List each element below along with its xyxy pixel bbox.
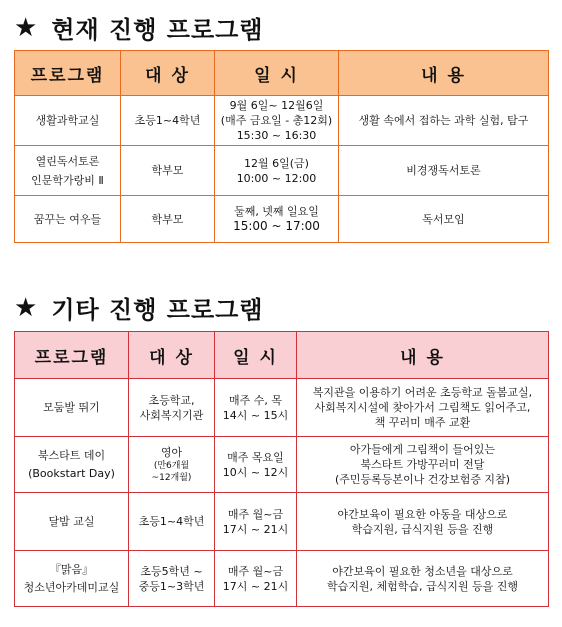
content-cell: 비경쟁독서토론	[339, 146, 549, 196]
other-programs-table	[14, 331, 549, 607]
datetime-cell: 매주 목요일 10시 ~ 12시	[215, 437, 297, 493]
table-row	[15, 196, 549, 243]
target-cell: 초등1~4학년	[121, 96, 215, 146]
datetime-cell: 매주 수, 목 14시 ~ 15시	[215, 379, 297, 437]
section2-heading	[14, 290, 264, 325]
header-program: 프로그램	[15, 332, 129, 379]
table-row	[15, 96, 549, 146]
section2-title: 기타 진행 프로그램	[51, 296, 264, 324]
program-cell: 모둠발 뛰기	[15, 379, 129, 437]
content-cell: 야간보육이 필요한 아동을 대상으로 학습지원, 급식지원 등을 진행	[297, 493, 549, 551]
content-cell: 야간보육이 필요한 청소년을 대상으로 학습지원, 체험학습, 급식지원 등을 진행	[297, 551, 549, 607]
header-program: 프로그램	[15, 51, 121, 96]
star-icon: ★	[14, 12, 38, 43]
content-cell: 생활 속에서 접하는 과학 실험, 탐구	[339, 96, 549, 146]
content-cell: 복지관을 이용하기 어려운 초등학교 돌봄교실, 사회복지시설에 찾아가서 그림책도 읽어주고, 책 꾸러미 매주 교환	[297, 379, 549, 437]
header-target: 대 상	[121, 51, 215, 96]
table-row	[15, 437, 549, 493]
target-cell: 학부모	[121, 146, 215, 196]
program-cell: 『맑음』 청소년아카데미교실	[15, 551, 129, 607]
datetime-cell: 둘째, 넷째 일요일 15:00 ~ 17:00	[215, 196, 339, 243]
header-datetime: 일 시	[215, 332, 297, 379]
target-cell: 학부모	[121, 196, 215, 243]
program-cell: 꿈꾸는 여우들	[15, 196, 121, 243]
star-icon: ★	[14, 292, 38, 323]
target-cell: 초등학교, 사회복지기관	[129, 379, 215, 437]
target-cell: 초등5학년 ~ 중등1~3학년	[129, 551, 215, 607]
datetime-cell: 매주 월~금 17시 ~ 21시	[215, 551, 297, 607]
header-content: 내 용	[297, 332, 549, 379]
datetime-cell: 9월 6일~ 12월6일 (매주 금요일 - 총12회) 15:30 ~ 16:30	[215, 96, 339, 146]
content-cell: 아가들에게 그림책이 들어있는 북스타트 가방꾸러미 전달 (주민등록등본이나 건강보험증 지참)	[297, 437, 549, 493]
content-cell: 독서모임	[339, 196, 549, 243]
header-content: 내 용	[339, 51, 549, 96]
table-header-row	[15, 51, 549, 96]
datetime-cell: 매주 월~금 17시 ~ 21시	[215, 493, 297, 551]
target-cell: 영아 (만6개월 ~12개월)	[129, 437, 215, 493]
program-cell: 달밤 교실	[15, 493, 129, 551]
program-cell: 생활과학교실	[15, 96, 121, 146]
table-row	[15, 551, 549, 607]
current-programs-table	[14, 50, 549, 243]
table-row	[15, 146, 549, 196]
table-row	[15, 493, 549, 551]
program-cell: 열린독서토론 인문학가랑비 Ⅱ	[15, 146, 121, 196]
section1-heading	[14, 10, 264, 45]
datetime-cell: 12월 6일(금) 10:00 ~ 12:00	[215, 146, 339, 196]
program-cell: 북스타트 데이 (Bookstart Day)	[15, 437, 129, 493]
header-target: 대 상	[129, 332, 215, 379]
header-datetime: 일 시	[215, 51, 339, 96]
table-row	[15, 379, 549, 437]
section1-title: 현재 진행 프로그램	[51, 16, 264, 44]
table-header-row	[15, 332, 549, 379]
target-cell: 초등1~4학년	[129, 493, 215, 551]
